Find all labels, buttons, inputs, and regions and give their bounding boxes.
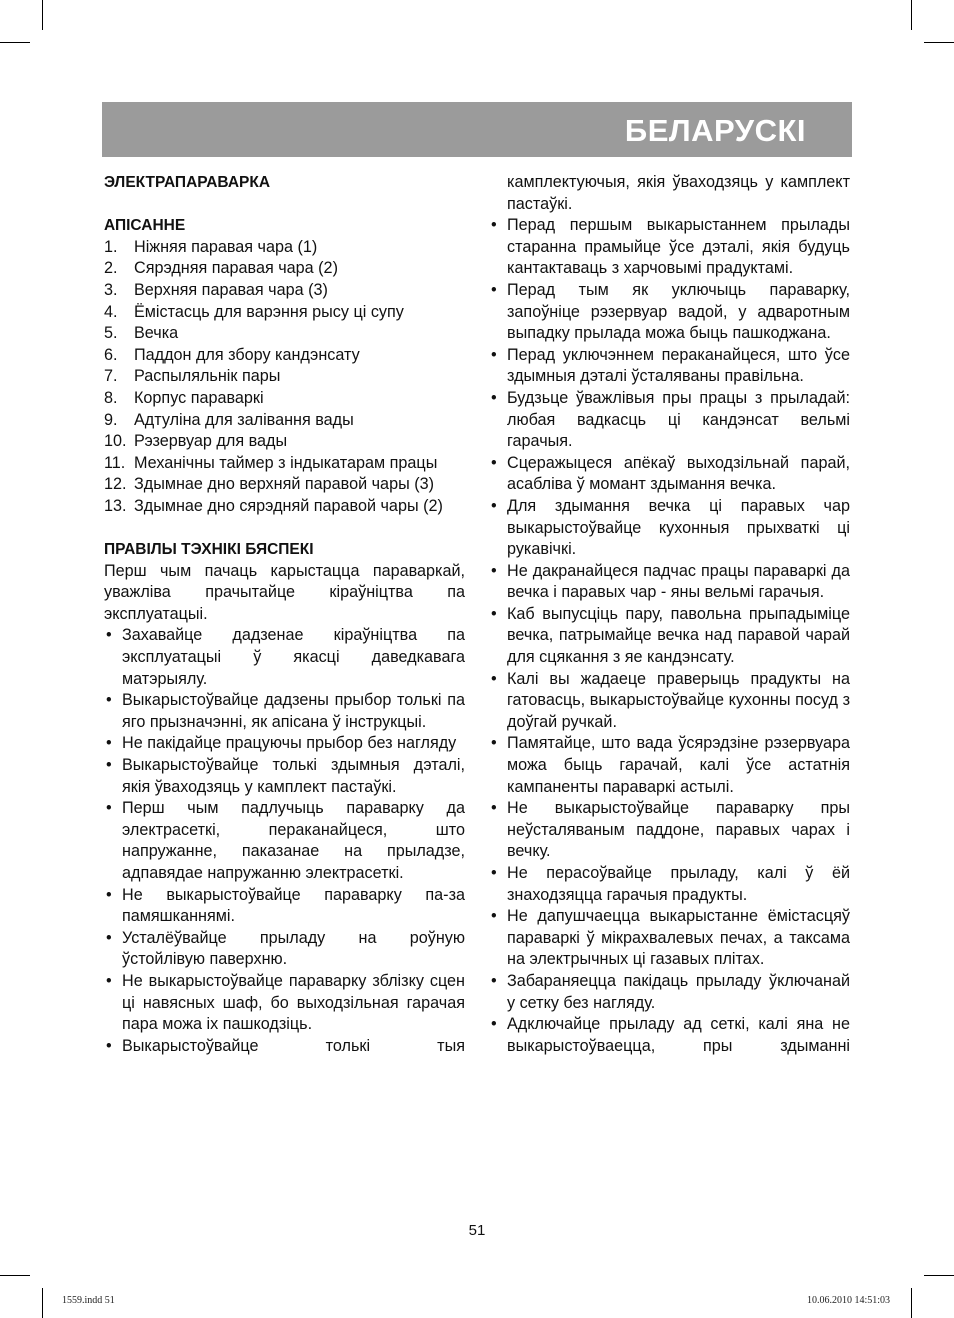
list-item: • Захавайце дадзенае кіраўніцтва па эксплуатацыі ў якасці даведкавага матэрыялу. (106, 626, 465, 688)
header-bar (102, 102, 852, 157)
crop-mark (42, 1288, 43, 1318)
list-item: • Не дакранайцеся падчас працы параваркі да вечка і паравых чар - яны вельмі гарачыя. (491, 561, 850, 602)
list-item: • Адключайце прыладу ад сеткі, калі яна не выкарыстоўваецца, пры здыманні (491, 1015, 850, 1055)
page-number: 51 (468, 1222, 486, 1239)
list-item: 7. Распыляльнік пары (104, 367, 281, 386)
list-item: • Не выкарыстоўвайце параварку пры неўсталяваным паддоне, паравых чарах і вечку. (491, 799, 850, 861)
list-item: • Усталёўвайце прыладу на роўную ўстойлівую паверхню. (106, 928, 465, 969)
list-item: • Будзьце ўважлівыя пры працы з прыладай: любая вадкасць ці кандэнсат вельмі гарачыя. (491, 388, 850, 451)
list-item: • Выкарыстоўвайце толькі тыя (106, 1036, 465, 1055)
safety-list-right (489, 215, 850, 1057)
list-item: • Перш чым падлучыць параварку да электрасеткі, пераканайцеся, што напружанне, паказанае на прыладзе, адпавядае напружанню электрасеткі. (106, 799, 465, 882)
crop-mark (42, 0, 43, 30)
list-item: • Выкарыстоўвайце дадзены прыбор толькі па яго прызначэнні, як апісана ў інструкцыі. (106, 691, 465, 731)
footer-datetime: 10.06.2010 14:51:03 (806, 1295, 890, 1306)
list-item: • Не пакідайце працуючы прыбор без нагляду (106, 734, 457, 753)
list-item: 8. Корпус параваркі (104, 388, 264, 407)
list-item: 9. Адтуліна для залівання вады (104, 410, 354, 429)
list-item: 10. Рэзервуар для вады (104, 432, 288, 451)
list-item: • Не выкарыстоўвайце параварку па-за памяшканнямі. (106, 885, 465, 926)
page-title: БЕЛАРУСКІ (624, 113, 806, 148)
list-item: 2. Сярэдняя паравая чара (2) (104, 259, 338, 278)
list-item: • Перад першым выкарыстаннем прылады старанна прамыйце ўсе дэталі, якія будуць кантактаваць з харчовымі прадуктамі. (491, 216, 850, 278)
crop-mark (911, 0, 912, 30)
list-item: 12. Здымнае дно верхняй паравой чары (3) (104, 475, 434, 494)
list-item: • Не перасоўвайце прыладу, калі ў ёй знаходзяцца гарачыя прадукты. (491, 864, 850, 904)
list-item: 13. Здымнае дно сярэдняй паравой чары (2) (104, 496, 443, 515)
list-item: 6. Паддон для збору кандэнсату (104, 345, 360, 364)
left-column (104, 172, 465, 1057)
list-item: • Для здымання вечка ці паравых чар выкарыстоўвайце кухонныя прыхваткі ці рукавічкі. (491, 496, 850, 559)
list-item: • Сцеражыцеся апёкаў выходзільнай парай, асабліва ў момант здымання вечка. (491, 453, 850, 494)
list-item: • Забараняецца пакідаць прыладу ўключанай у сетку без нагляду. (491, 971, 850, 1012)
list-item: 1. Ніжняя паравая чара (1) (104, 237, 318, 256)
crop-mark (0, 1275, 30, 1276)
list-item: • Калі вы жадаеце праверыць прадукты на гатовасць, выкарыстоўвайце кухонны посуд з доўгай ручкай. (491, 669, 850, 731)
list-item: 3. Верхняя паравая чара (3) (104, 280, 328, 299)
list-item: 5. Вечка (104, 324, 179, 343)
right-column (489, 172, 850, 1057)
list-item: • Перад тым як уключыць параварку, запоўніце рэзервуар вадой, у адваротным выпадку прылада можа быць пашкоджана. (491, 280, 850, 343)
list-item: • Не дапушчаецца выкарыстанне ёмістасцяў параваркі ў мікрахвалевых печах, а таксама на электрычных ці газавых плітах. (491, 907, 850, 969)
list-item: • Не выкарыстоўвайце параварку зблізку сцен ці навясных шаф, бо выходзільная гарачая пара можа іх пашкодзіць. (106, 971, 465, 1034)
crop-mark (911, 1288, 912, 1318)
description-heading: АПІСАННЕ (104, 217, 186, 235)
crop-mark (0, 42, 30, 43)
list-item: • Выкарыстоўвайце толькі здымныя дэталі, якія ўваходзяць у камплект пастаўкі. (106, 756, 465, 796)
safety-intro: Перш чым пачаць карыстацца параваркай, уважліва прачытайце кіраўніцтва па эксплуатацыі. (104, 561, 465, 623)
list-item: • Памятайце, што вада ўсярэдзіне рэзервуара можа быць гарачай, калі ўсе астатнія кампаненты параваркі астылі. (491, 734, 850, 796)
safety-heading: ПРАВІЛЫ ТЭХНІКІ БЯСПЕКІ (104, 541, 314, 559)
product-title: ЭЛЕКТРАПАРАВАРКА (104, 174, 271, 191)
crop-mark (924, 42, 954, 43)
parts-list (104, 237, 465, 518)
list-item: 11. Механічны таймер з індыкатарам працы (104, 453, 438, 472)
list-item: 4. Ёмістасць для варэння рысу ці супу (104, 302, 404, 321)
list-item: • Перад уключэннем пераканайцеся, што ўсе здымныя дэталі ўсталяваны правільна. (491, 345, 850, 386)
safety-list-left (104, 625, 465, 1057)
continuation-text: камплектуючыя, якія ўваходзяць у камплект пастаўкі. (507, 173, 850, 213)
footer-file: 1559.indd 51 (62, 1295, 115, 1306)
crop-mark (924, 1275, 954, 1276)
list-item: • Каб выпусціць пару, павольна прыпадыміце вечка, патрымайце вечка над паравой чарай для сцякання з яе кандэнсату. (491, 604, 850, 667)
